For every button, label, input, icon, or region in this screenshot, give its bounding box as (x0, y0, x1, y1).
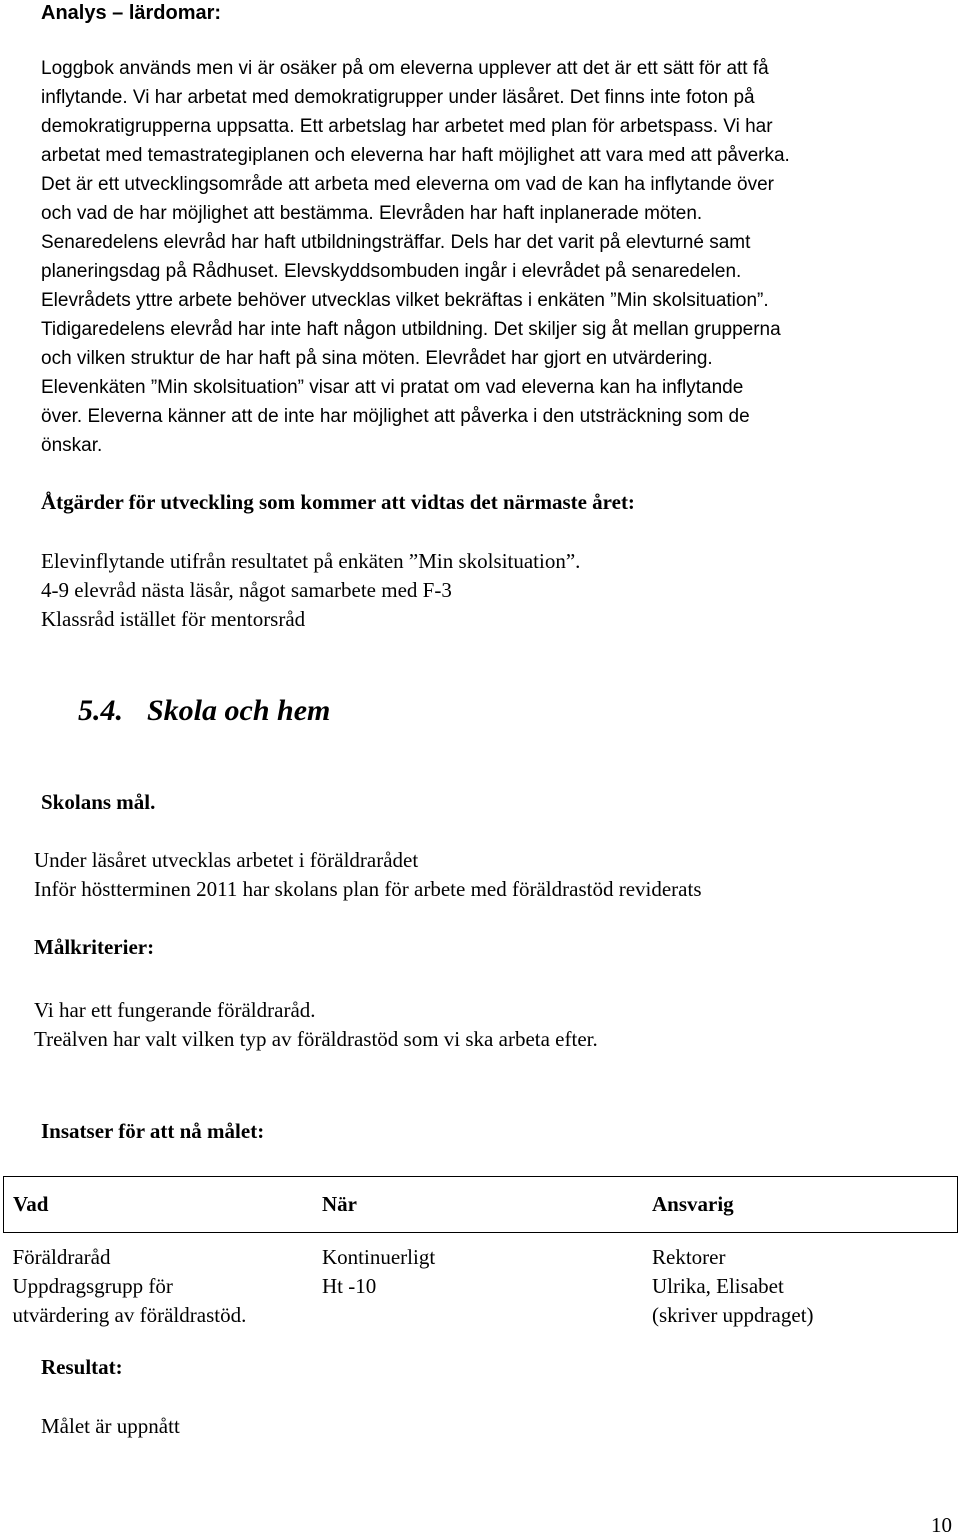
atgarder-list (41, 547, 580, 634)
atgarder-line: Klassråd istället för mentorsråd (41, 607, 306, 631)
cell-line: Ulrika, Elisabet (652, 1273, 784, 1298)
atgarder-line: 4-9 elevråd nästa läsår, något samarbete med F-3 (41, 578, 452, 602)
table-cell-ansvarig (643, 1272, 958, 1330)
malkriterier-list (34, 996, 598, 1054)
cell-line: Rektorer (652, 1244, 726, 1269)
analys-line: arbetat med temastrategiplanen och eleverna har haft möjlighet att vara med att påverka. (41, 145, 790, 166)
mal-line: Inför höstterminen 2011 har skolans plan för arbete med föräldrastöd reviderats (34, 877, 702, 901)
cell-line: Föräldraråd (12, 1244, 111, 1269)
resultat-heading: Resultat: (41, 1355, 123, 1379)
table-row (4, 1272, 958, 1330)
table-cell-vad (4, 1272, 314, 1330)
analys-line: över. Eleverna känner att de inte har möjlighet att påverka i den utsträckning som de (41, 406, 750, 427)
column-header-nar: När (322, 1192, 357, 1216)
analys-line: Elevrådets yttre arbete behöver utvecklas vilket bekräftas i enkäten ”Min skolsituation”. (41, 290, 769, 311)
table-cell-ansvarig (643, 1243, 958, 1272)
column-header-ansvarig: Ansvarig (652, 1192, 734, 1216)
mal-list (34, 846, 702, 904)
cell-line: Uppdragsgrupp för (12, 1273, 173, 1298)
cell-line: (skriver uppdraget) (652, 1302, 814, 1327)
analys-paragraph (41, 54, 790, 460)
atgarder-line: Elevinflytande utifrån resultatet på enkäten ”Min skolsituation”. (41, 549, 581, 573)
malkriterier-heading: Målkriterier: (34, 935, 155, 959)
table-cell-nar (313, 1243, 643, 1272)
cell-line: Ht -10 (322, 1273, 377, 1298)
analys-line: planeringsdag på Rådhuset. Elevskyddsombuden ingår i elevrådet på senaredelen. (41, 261, 742, 282)
analys-line: Elevenkäten ”Min skolsituation” visar att vi pratat om vad eleverna kan ha inflytande (41, 377, 744, 398)
analys-line: Det är ett utvecklingsområde att arbeta med eleverna om vad de kan ha inflytande över (41, 174, 774, 195)
cell-line: utvärdering av föräldrastöd. (12, 1302, 247, 1327)
table-cell-vad (4, 1243, 314, 1272)
atgarder-heading: Åtgärder för utveckling som kommer att vidtas det närmaste året: (41, 490, 635, 514)
column-header-vad: Vad (13, 1192, 49, 1216)
analys-line: Tidigaredelens elevråd har inte haft någon utbildning. Det skiljer sig åt mellan grupperna (41, 319, 781, 340)
table-row (4, 1243, 958, 1272)
analys-line: och vad de har möjlighet att bestämma. Elevråden har haft inplanerade möten. (41, 203, 703, 224)
analys-line: inflytande. Vi har arbetat med demokratigrupper under läsåret. Det finns inte foton på (41, 87, 755, 108)
analys-line: demokratigrupperna uppsatta. Ett arbetslag har arbetet med plan för arbetspass. Vi har (41, 116, 773, 137)
section-heading (78, 694, 330, 728)
malkriterier-line: Treälven har valt vilken typ av föräldrastöd som vi ska arbeta efter. (34, 1027, 598, 1051)
analys-line: Loggbok används men vi är osäker på om eleverna upplever att det är ett sätt för att få (41, 58, 769, 79)
insatser-table (3, 1176, 958, 1330)
resultat-text: Målet är uppnått (41, 1414, 180, 1438)
mal-line: Under läsåret utvecklas arbetet i föräldrarådet (34, 848, 419, 872)
analys-line: och vilken struktur de har haft på sina möten. Elevrådet har gjort en utvärdering. (41, 348, 713, 369)
section-number: 5.4. (78, 694, 123, 727)
table-header-row (4, 1177, 958, 1233)
page-number: 10 (931, 1513, 952, 1537)
analys-heading: Analys – lärdomar: (41, 2, 222, 24)
table-cell-nar (313, 1272, 643, 1330)
analys-line: önskar. (41, 435, 103, 456)
malkriterier-line: Vi har ett fungerande föräldraråd. (34, 998, 316, 1022)
cell-line: Kontinuerligt (322, 1244, 436, 1269)
insatser-heading: Insatser för att nå målet: (41, 1119, 265, 1143)
section-title: Skola och hem (147, 694, 331, 727)
analys-line: Senaredelens elevråd har haft utbildningsträffar. Dels har det varit på elevturné samt (41, 232, 751, 253)
mal-heading: Skolans mål. (41, 790, 156, 814)
